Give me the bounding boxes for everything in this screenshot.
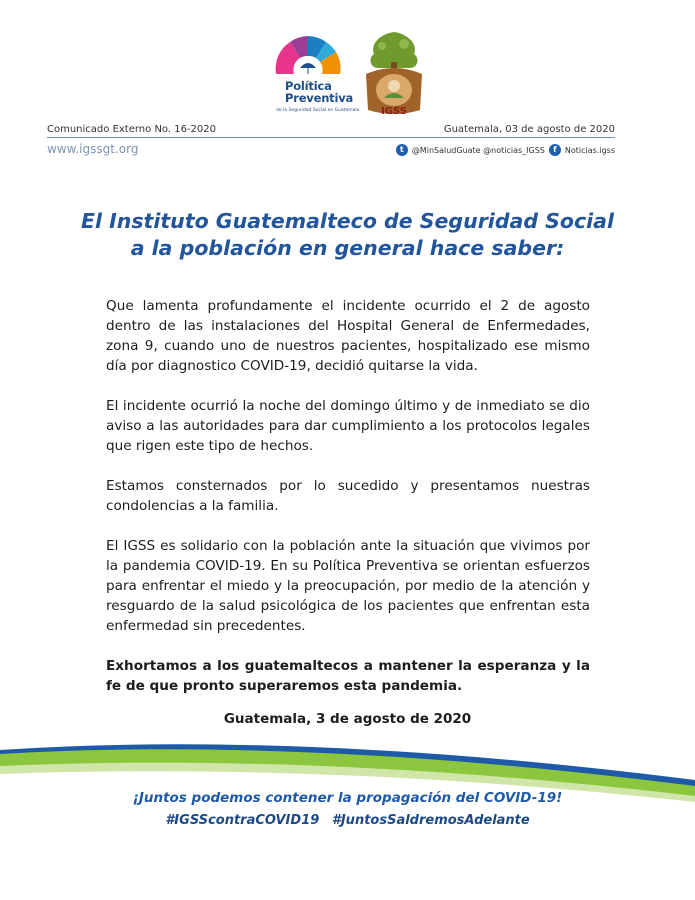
header-logos [0, 28, 695, 118]
igss-seal-label: IGSS [381, 106, 407, 116]
paragraph-3: Estamos consternados por lo sucedido y presentamos nuestras condolencias a la familia. [106, 478, 590, 514]
page-title [0, 208, 695, 262]
facebook-handle[interactable]: Noticias.igss [564, 145, 615, 155]
politica-subtitle: de la Seguridad Social en Guatemala [276, 108, 360, 113]
twitter-handles[interactable]: @MinSaludGuate @noticias_IGSS [411, 145, 545, 155]
paragraph-4: El IGSS es solidario con la población ante la situación que vivimos por la pandemia COVID-19. En su Política Preventiva se orientan esfuerzos para enfrentar el miedo y la preocupación, por medio de la atención y resguardo de la salud psicológica de los pacientes que enfrentan esta enfermedad sin precedentes. [106, 538, 590, 634]
comunicado-number: Comunicado Externo No. 16-2020 [47, 124, 217, 135]
paragraph-1: Que lamenta profundamente el incidente ocurrido el 2 de agosto dentro de las instalaciones del Hospital General de Enfermedades, zona 9, cuando uno de nuestros pacientes, hospitalizado ese mismo día por diagnostico COVID-19, decidió quitarse la vida. [106, 298, 590, 374]
paragraph-2: El incidente ocurrió la noche del domingo último y de inmediato se dio aviso a las autoridades para dar cumplimiento a los protocolos legales que rigen este tipo de hechos. [106, 398, 590, 454]
title-line2: a la población en general hace saber: [130, 236, 565, 260]
politica-line1: Política [285, 79, 332, 93]
twitter-icon[interactable]: t [396, 144, 408, 156]
header-date: Guatemala, 03 de agosto de 2020 [443, 124, 615, 135]
social-handles [396, 144, 615, 156]
title-line1: El Instituto Guatemalteco de Seguridad Social [80, 209, 615, 233]
header-divider [47, 137, 615, 138]
website-link[interactable]: www.igssgt.org [47, 142, 139, 156]
igss-seal [360, 28, 428, 116]
paragraph-5-exhortation: Exhortamos a los guatemaltecos a mantener la esperanza y la fe de que pronto superaremos esta pandemia. [106, 658, 590, 694]
facebook-icon[interactable]: f [549, 144, 561, 156]
footer-slogan: ¡Juntos podemos contener la propagación del COVID-19! [132, 790, 563, 806]
signoff-date: Guatemala, 3 de agosto de 2020 [223, 711, 472, 727]
politica-preventiva-wordmark [285, 80, 353, 104]
statement-body [106, 296, 590, 716]
footer-hashtags: #IGSScontraCOVID19 #JuntosSaldremosAdelante [165, 813, 530, 828]
politica-line2: Preventiva [285, 91, 354, 105]
